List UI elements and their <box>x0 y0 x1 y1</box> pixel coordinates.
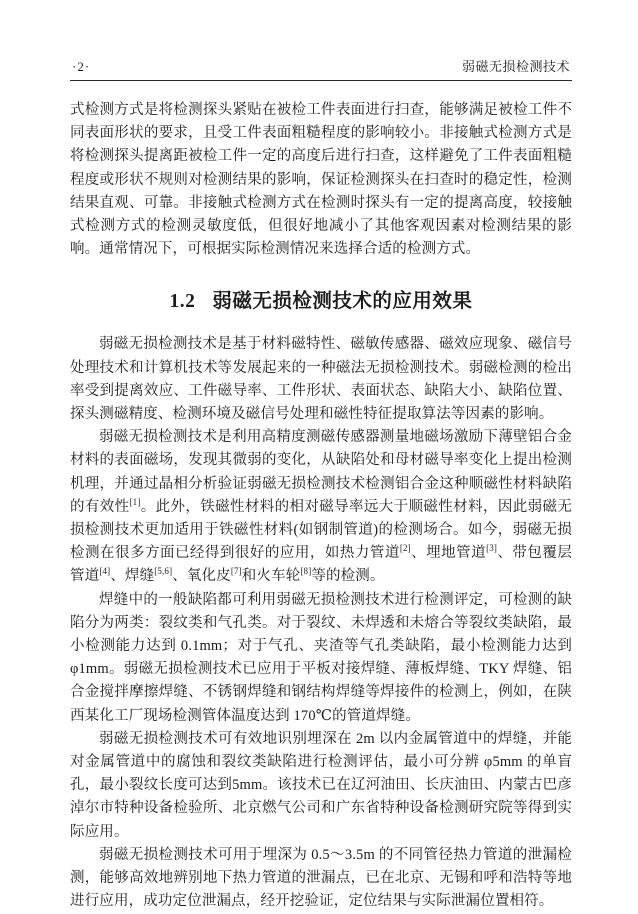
body-paragraphs <box>70 333 572 913</box>
citation-ref: [8] <box>300 566 312 577</box>
page-number: ·2· <box>72 59 91 74</box>
text-run: 弱磁无损检测技术是基于材料磁特性、磁敏传感器、磁效应现象、磁信号处理技术和计算机技术等发展起来的一种磁法无损检测技术。弱磁检测的检出率受到提离效应、工件磁导率、工件形状、表面状态、缺陷大小、缺陷位置、探头测磁精度、检测环境及磁信号处理和磁性特征提取算法等因素的影响。 <box>70 336 572 423</box>
section-heading <box>70 285 572 313</box>
text-run: 、埋地管道 <box>410 545 487 562</box>
text-run: 弱磁无损检测技术可用于埋深为 0.5～3.5m 的不同管径热力管道的泄漏检测，能够高效地辨别地下热力管道的泄漏点，已在北京、无锡和呼和浩特等地进行应用，成功定位泄漏点，经开挖验证，定位结果与实际泄漏位置相符。 <box>70 846 572 910</box>
citation-ref: [1] <box>129 497 141 508</box>
paragraph <box>70 426 572 588</box>
paragraph <box>70 333 572 426</box>
paragraph <box>70 99 572 261</box>
citation-ref: [2] <box>399 543 411 554</box>
paragraph <box>70 589 572 728</box>
section-number: 1.2 <box>169 291 196 313</box>
citation-ref: [5,6] <box>154 566 173 577</box>
citation-ref: [4] <box>99 566 111 577</box>
running-title: 弱磁无损检测技术 <box>461 59 570 74</box>
text-run: 。此外，铁磁性材料的相对磁导率远大于顺磁性材料，因此弱磁无损检测技术更加适用于铁磁性材料(如钢制管道)的检测场合。如今，弱磁无损检测在很多方面已经得到很好的应用，如热力管道 <box>70 498 572 562</box>
text-run: 等的检测。 <box>311 568 385 585</box>
citation-ref: [3] <box>486 543 498 554</box>
paragraph <box>70 844 572 914</box>
text-run: 、带包覆层管道 <box>70 545 573 585</box>
citation-ref: [7] <box>230 566 242 577</box>
text-run: 弱磁无损检测技术是利用高精度测磁传感器测量地磁场激励下薄壁铝合金材料的表面磁场，发现其微弱的变化，从缺陷处和母材磁导率变化上提出检测机理，并通过晶相分析验证弱磁无损检测技术检测铝合金这种顺磁性材料缺陷的有效性 <box>70 429 572 515</box>
text-run: 和火车轮 <box>241 568 301 585</box>
text-run: 焊缝中的一般缺陷都可利用弱磁无损检测技术进行检测评定，可检测的缺陷分为两类：裂纹类和气孔类。对于裂纹、未焊透和未熔合等裂纹类缺陷，最小检测能力达到 0.1mm；对于气孔、夹渣等气孔类缺陷，最小检测能力达到 φ1mm。弱磁无损检测技术已应用于平板对接焊缝、薄板焊缝、TKY 焊缝、铝合金搅拌摩擦焊缝、不锈钢焊缝和钢结构焊缝等焊接件的检测上，例如，在陕西某化工厂现场检测管体温度达到 170℃的管道焊缝。 <box>70 591 572 724</box>
text-run: 式检测方式是将检测探头紧贴在被检工件表面进行扫查，能够满足被检工件不同表面形状的要求，且受工件表面粗糙程度的影响较小。非接触式检测方式是将检测探头提离距被检工件一定的高度后进行扫查，这样避免了工件表面粗糙程度或形状不规则对检测结果的影响，保证检测探头在扫查时的稳定性，检测结果直观、可靠。非接触式检测方式在检测时探头有一定的提离高度，较接触式检测方式的检测灵敏度低，但很好地减小了其他客观因素对检测结果的影响。通常情况下，可根据实际检测情况来选择合适的检测方式。 <box>70 102 572 258</box>
page-header <box>70 56 572 81</box>
text-run: 、氧化皮 <box>172 568 231 585</box>
text-run: 、焊缝 <box>110 568 155 585</box>
text-run: 弱磁无损检测技术可有效地识别埋深在 2m 以内金属管道中的焊缝，并能对金属管道中的腐蚀和裂纹类缺陷进行检测评估，最小可分辨 φ5mm 的单盲孔，最小裂纹长度可达到5mm。该技术已在辽河油田、长庆油田、内蒙古巴彦淖尔市特种设备检验所、北京燃气公司和广东省特种设备检测研究院等得到实际应用。 <box>70 730 572 840</box>
section-title: 弱磁无损检测技术的应用效果 <box>212 291 473 313</box>
paragraph <box>70 728 572 844</box>
intro-paragraphs <box>70 99 572 261</box>
